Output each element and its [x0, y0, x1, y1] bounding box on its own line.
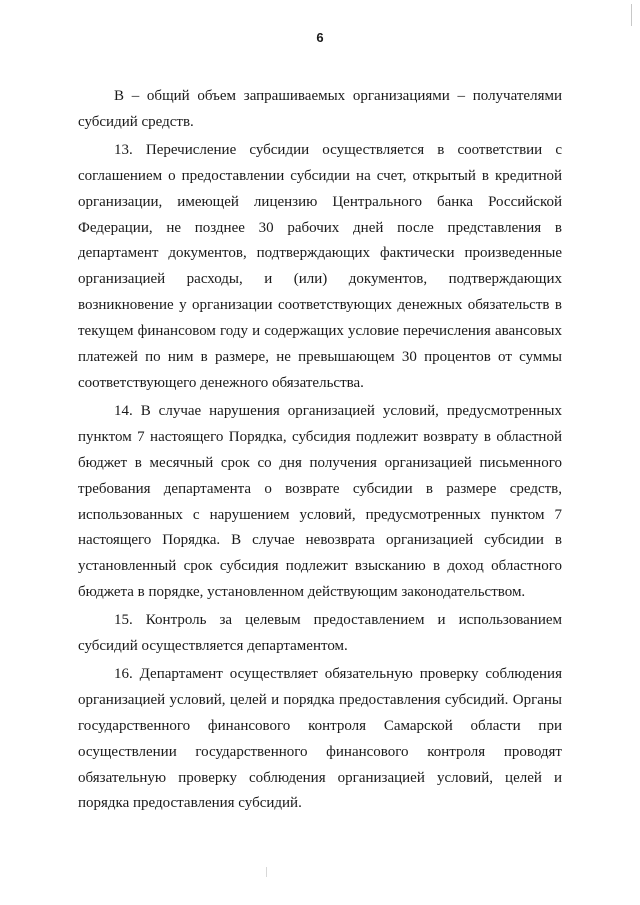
text-line: департамент документов, подтверждающих фактически произведенные — [78, 245, 562, 262]
text-line: платежей по ним в размере, не превышающем 30 процентов от суммы — [78, 349, 562, 366]
paragraph-clause-14 — [78, 399, 562, 606]
text-line: возникновение у организации соответствующих денежных обязательств в — [78, 297, 562, 314]
text-line: государственного финансового контроля Самарской области при — [78, 717, 562, 734]
text-line: бюджет в месячный срок со дня получения организацией письменного — [78, 454, 562, 471]
text-line: порядка предоставления субсидий. — [78, 795, 302, 812]
paragraph-clause-16 — [78, 662, 562, 817]
text-line: текущем финансовом году и содержащих условие перечисления авансовых — [78, 323, 562, 340]
page-number: 6 — [316, 30, 324, 45]
text-line: В – общий объем запрашиваемых организациями – получателями — [114, 88, 562, 104]
text-line: обязательную проверку соблюдения организацией условий, целей и — [78, 769, 562, 786]
paragraph-clause-13 — [78, 138, 562, 397]
scan-edge-mark — [631, 4, 632, 26]
text-line: организации, имеющей лицензию Центрального банка Российской — [78, 193, 562, 210]
scan-edge-mark — [266, 867, 267, 877]
text-line: организацией условий, целей и порядка предоставления субсидий. Органы — [78, 691, 562, 708]
text-line: пунктом 7 настоящего Порядка, субсидия подлежит возврату в областной — [78, 428, 562, 445]
text-line: субсидий осуществляется департаментом. — [78, 638, 348, 655]
text-line: 14. В случае нарушения организацией условий, предусмотренных — [114, 402, 562, 419]
text-line: соглашением о предоставлении субсидии на счет, открытый в кредитной — [78, 167, 562, 184]
text-line: настоящего Порядка. В случае невозврата организацией субсидии в — [78, 532, 562, 549]
paragraph-clause-15 — [78, 608, 562, 660]
text-line: соответствующего денежного обязательства. — [78, 374, 364, 391]
text-line: организацией расходы, и (или) документов, подтверждающих — [78, 271, 562, 288]
text-line: 13. Перечисление субсидии осуществляется в соответствии с — [114, 141, 562, 158]
text-line: субсидий средств. — [78, 113, 194, 130]
text-line: Федерации, не позднее 30 рабочих дней после представления в — [78, 219, 562, 236]
text-line: установленный срок субсидия подлежит взысканию в доход областного — [78, 558, 562, 575]
document-body — [78, 84, 562, 819]
text-line: требования департамента о возврате субсидии в размере средств, — [78, 480, 562, 497]
text-line: осуществлении государственного финансового контроля проводят — [78, 743, 562, 760]
text-line: 16. Департамент осуществляет обязательную проверку соблюдения — [114, 665, 562, 682]
text-line: бюджета в порядке, установленном действующим законодательством. — [78, 584, 526, 601]
text-line: использованных с нарушением условий, предусмотренных пунктом 7 — [78, 506, 562, 523]
text-line: 15. Контроль за целевым предоставлением и использованием — [114, 612, 562, 629]
paragraph-formula-note — [78, 84, 562, 136]
